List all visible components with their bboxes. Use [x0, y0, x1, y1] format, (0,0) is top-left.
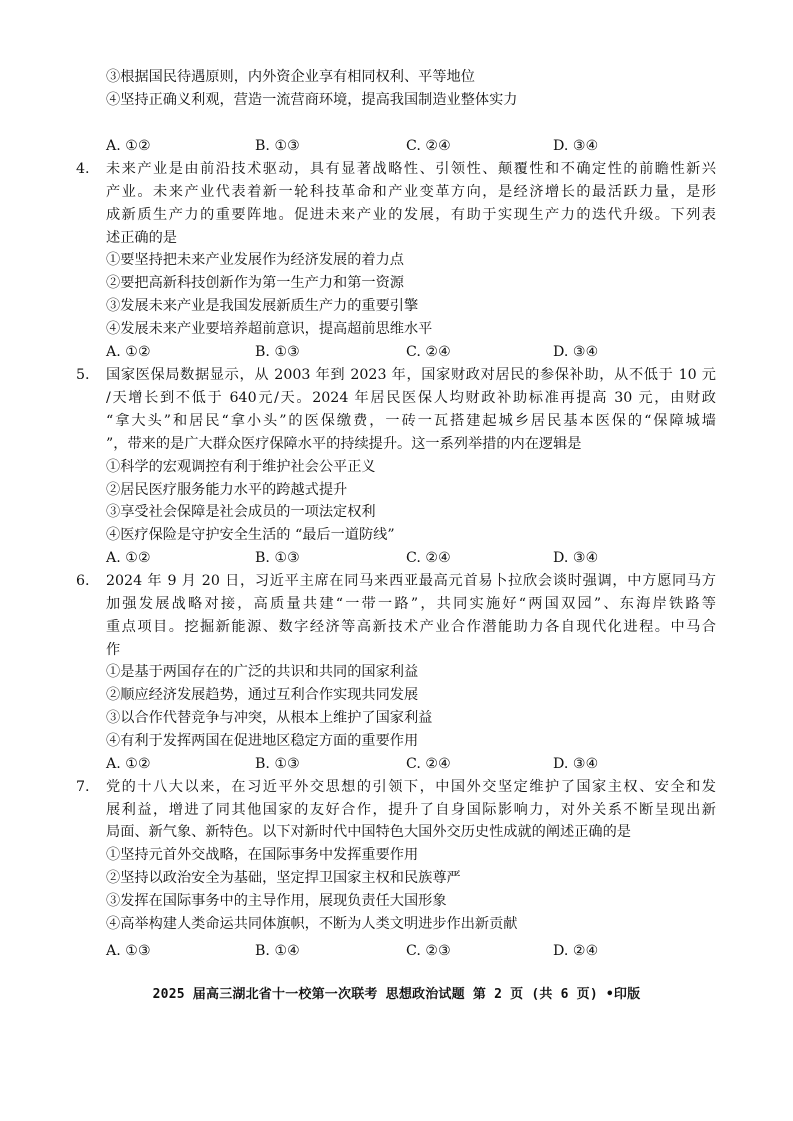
q6-statement-4: ④有利于发挥两国在促进地区稳定方面的重要作用	[106, 733, 419, 749]
q7-stem-line-3: 局面、新气象、新特色。以下对新时代中国特色大国外交历史性成就的阐述正确的是	[106, 824, 631, 840]
q4-statement-3: ③发展未来产业是我国发展新质生产力的重要引擎	[106, 298, 419, 314]
q6-number: 6.	[76, 573, 90, 589]
page-footer: 2025 届高三湖北省十一校第一次联考 思想政治试题 第 2 页 (共 6 页) •印版	[152, 987, 641, 1002]
q5-option-d[interactable]: D. ③④	[553, 550, 599, 566]
q4-number: 4.	[76, 161, 90, 177]
q4-stem-line-3: 成新质生产力的重要阵地。促进未来产业的发展，有助于实现生产力的迭代升级。下列表	[106, 207, 716, 223]
q4-option-c[interactable]: C. ②④	[406, 344, 451, 360]
q7-statement-4: ④高举构建人类命运共同体旗帜，不断为人类文明进步作出新贡献	[106, 916, 518, 932]
q7-number: 7.	[76, 779, 90, 795]
q6-option-d[interactable]: D. ③④	[553, 756, 599, 772]
q3-option-a[interactable]: A. ①②	[106, 138, 151, 154]
q7-stem-line-1: 党的十八大以来，在习近平外交思想的引领下，中国外交坚定维护了国家主权、安全和发	[106, 779, 716, 795]
q6-stem-line-4: 作	[106, 642, 121, 658]
q4-statement-2: ②要把高新科技创新作为第一生产力和第一资源	[106, 275, 404, 291]
q6-statement-3: ③以合作代替竞争与冲突，从根本上维护了国家利益	[106, 710, 433, 726]
q4-option-a[interactable]: A. ①②	[106, 344, 151, 360]
q6-stem-line-2: 加强发展战略对接，高质量共建“一带一路”，共同实施好“两国双园”、东海岸铁路等	[106, 596, 716, 612]
q3-option-c[interactable]: C. ②④	[406, 138, 451, 154]
q5-stem-line-3: “拿大头”和居民“拿小头”的医保缴费，一砖一瓦搭建起城乡居民基本医保的“保障城墙	[106, 413, 716, 429]
q7-statement-3: ③发挥在国际事务中的主导作用，展现负责任大国形象	[106, 893, 447, 909]
q5-stem-line-1: 国家医保局数据显示，从 2003 年到 2023 年，国家财政对居民的参保补助，从不低于 10 元	[106, 367, 716, 383]
q7-statement-2: ②坚持以政治安全为基础，坚定捍卫国家主权和民族尊严	[106, 870, 461, 886]
q5-option-c[interactable]: C. ②④	[406, 550, 451, 566]
q6-statement-2: ②顺应经济发展趋势，通过互利合作实现共同发展	[106, 687, 419, 703]
q6-option-c[interactable]: C. ②④	[406, 756, 451, 772]
q7-option-c[interactable]: C. ②③	[406, 943, 451, 959]
q5-statement-2: ②居民医疗服务能力水平的跨越式提升	[106, 482, 348, 498]
q6-statement-1: ①是基于两国存在的广泛的共识和共同的国家利益	[106, 664, 419, 680]
q7-stem-line-2: 展利益，增进了同其他国家的友好合作，提升了自身国际影响力，对外关系不断呈现出新	[106, 802, 716, 818]
q4-statement-4: ④发展未来产业要培养超前意识，提高超前思维水平	[106, 321, 433, 337]
q6-option-a[interactable]: A. ①②	[106, 756, 151, 772]
q6-stem-line-1: 2024 年 9 月 20 日，习近平主席在同马来西亚最高元首易卜拉欣会谈时强调，中方愿同马方	[106, 573, 716, 589]
q5-statement-4: ④医疗保险是守护安全生活的 “最后一道防线”	[106, 527, 395, 543]
q5-statement-3: ③享受社会保障是社会成员的一项法定权利	[106, 504, 376, 520]
q5-stem-line-4: ”，带来的是广大群众医疗保障水平的持续提升。这一系列举措的内在逻辑是	[106, 436, 582, 452]
q4-option-d[interactable]: D. ③④	[553, 344, 599, 360]
q3-statement-2: ③根据国民待遇原则，内外资企业享有相同权利、平等地位	[106, 69, 475, 85]
q6-option-b[interactable]: B. ①③	[255, 756, 300, 772]
q3-option-b[interactable]: B. ①③	[255, 138, 300, 154]
q5-option-a[interactable]: A. ①②	[106, 550, 151, 566]
q5-number: 5.	[76, 367, 90, 383]
q5-statement-1: ①科学的宏观调控有利于维护社会公平正义	[106, 459, 376, 475]
q7-option-a[interactable]: A. ①③	[106, 943, 151, 959]
q4-statement-1: ①要坚持把未来产业发展作为经济发展的着力点	[106, 252, 404, 268]
q3-statement-3: ④坚持正确义利观，营造一流营商环境，提高我国制造业整体实力	[106, 92, 518, 108]
q7-option-b[interactable]: B. ①④	[255, 943, 300, 959]
q4-option-b[interactable]: B. ①③	[255, 344, 300, 360]
q4-stem-line-4: 述正确的是	[106, 230, 177, 246]
q3-option-d[interactable]: D. ③④	[553, 138, 599, 154]
q5-stem-line-2: /天增长到不低于 640元/天。2024 年居民医保人均财政补助标准再提高 30 元，由财政	[106, 390, 716, 406]
q7-statement-1: ①坚持元首外交战略，在国际事务中发挥重要作用	[106, 847, 419, 863]
q6-stem-line-3: 重点项目。挖掘新能源、数字经济等高新技术产业合作潜能助力各自现代化进程。中马合	[106, 619, 716, 635]
q7-option-d[interactable]: D. ②④	[553, 943, 599, 959]
q5-option-b[interactable]: B. ①③	[255, 550, 300, 566]
q4-stem-line-1: 未来产业是由前沿技术驱动，具有显著战略性、引领性、颠覆性和不确定性的前瞻性新兴	[106, 161, 716, 177]
q4-stem-line-2: 产业。未来产业代表着新一轮科技革命和产业变革方向，是经济增长的最活跃力量，是形	[106, 184, 716, 200]
